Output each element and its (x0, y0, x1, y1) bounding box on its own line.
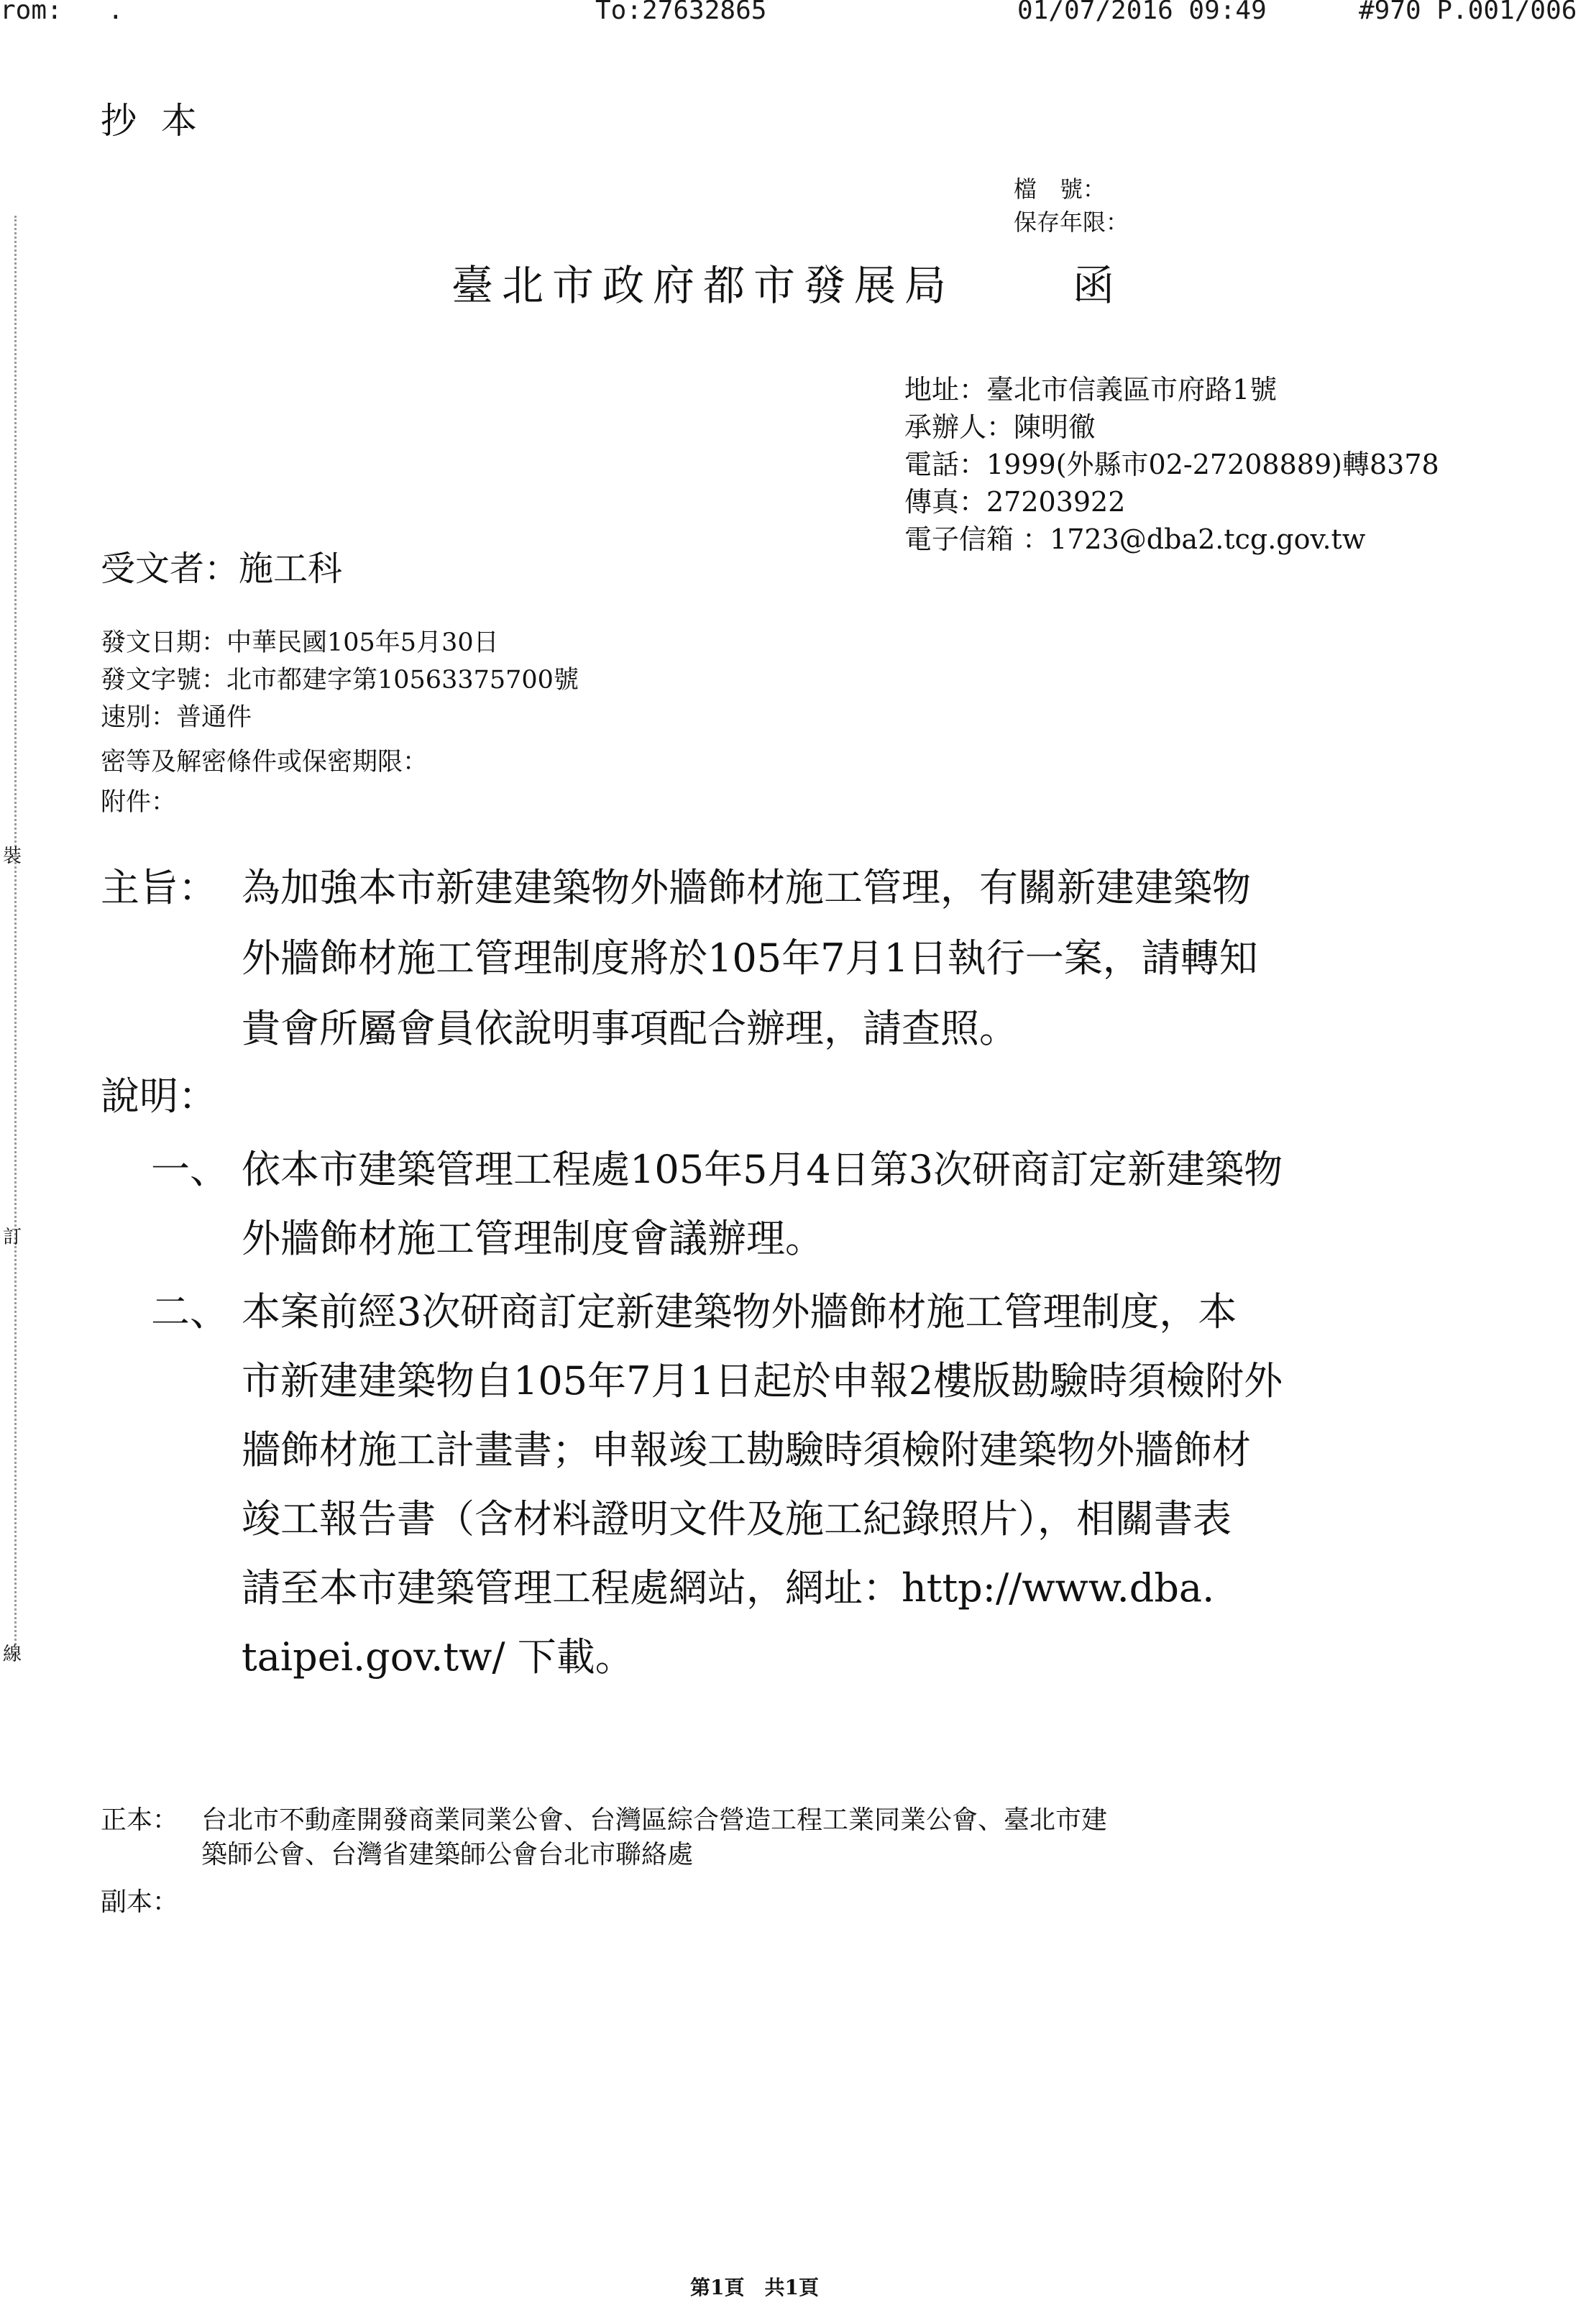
explanation-item-1-number: 一、 (151, 1147, 229, 1192)
explanation-item-2-line-3: 牆飾材施工計畫書；申報竣工勘驗時須檢附建築物外牆飾材 (242, 1427, 1251, 1473)
file-number-label: 檔 號： (1014, 175, 1106, 203)
issue-date: 發文日期：中華民國105年5月30日 (101, 628, 499, 657)
explanation-item-2-line-5: 請至本市建築管理工程處網站，網址：http://www.dba. (242, 1565, 1215, 1611)
document-type: 函 (1073, 261, 1115, 310)
security-level: 密等及解密條件或保密期限： (101, 748, 428, 777)
fax-page-code: #970 P.001/006 (1359, 0, 1577, 25)
fax-from: rom: (0, 0, 63, 25)
explanation-item-1-line-1: 依本市建築管理工程處105年5月4日第3次研商訂定新建築物 (242, 1147, 1283, 1192)
binding-mark-zhuang: 裝 (3, 846, 22, 867)
contact-block (904, 371, 1439, 558)
fax-dot: . (108, 0, 124, 25)
agency-title: 臺北市政府都市發展局 (451, 261, 955, 310)
explanation-item-2-line-1: 本案前經3次研商訂定新建築物外牆飾材施工管理制度，本 (242, 1289, 1237, 1334)
subject-line-1: 為加強本市新建建築物外牆飾材施工管理，有關新建建築物 (242, 865, 1251, 910)
contact-fax: 傳真：27203922 (904, 486, 1126, 518)
explanation-item-2-line-6: taipei.gov.tw/ 下載。 (242, 1634, 634, 1680)
contact-email: 電子信箱 ：1723@dba2.tcg.gov.tw (904, 523, 1366, 555)
page-number: 第1頁 共1頁 (690, 2276, 819, 2299)
contact-phone: 電話：1999(外縣市02-27208889)轉8378 (904, 449, 1439, 480)
contact-handler: 承辦人：陳明徹 (904, 411, 1096, 443)
explanation-item-2-line-4: 竣工報告書（含材料證明文件及施工紀錄照片），相關書表 (242, 1496, 1232, 1542)
contact-address: 地址：臺北市信義區市府路1號 (904, 374, 1278, 406)
original-recipients-line-1: 台北市不動產開發商業同業公會、台灣區綜合營造工程工業同業公會、臺北市建 (201, 1805, 1108, 1835)
attachment-label: 附件： (101, 788, 177, 817)
subject-line-2: 外牆飾材施工管理制度將於105年7月1日執行一案，請轉知 (242, 935, 1258, 981)
retention-period-label: 保存年限： (1014, 209, 1129, 236)
copy-recipients-label: 副本： (101, 1887, 179, 1917)
binding-line (14, 216, 17, 1654)
copy-mark: 抄本 (101, 100, 221, 142)
original-recipients-label: 正本： (101, 1805, 179, 1835)
subject-line-3: 貴會所屬會員依說明事項配合辦理，請查照。 (242, 1006, 1018, 1051)
subject-label: 主旨： (101, 865, 217, 910)
original-recipients-line-2: 築師公會、台灣省建築師公會台北市聯絡處 (201, 1840, 694, 1869)
delivery-speed: 速別：普通件 (101, 703, 252, 732)
fax-datetime: 01/07/2016 09:49 (1017, 0, 1267, 25)
explanation-item-2-number: 二、 (151, 1289, 229, 1334)
binding-mark-ding: 訂 (3, 1227, 22, 1248)
recipient: 受文者：施工科 (101, 549, 343, 589)
explanation-item-1-line-2: 外牆飾材施工管理制度會議辦理。 (242, 1216, 824, 1261)
fax-to: To:27632865 (595, 0, 767, 25)
explanation-item-2-line-2: 市新建建築物自105年7月1日起於申報2樓版勘驗時須檢附外 (242, 1358, 1283, 1403)
issue-number: 發文字號：北市都建字第10563375700號 (101, 666, 579, 695)
explanation-label: 說明： (101, 1073, 217, 1119)
binding-mark-xian: 線 (3, 1644, 22, 1665)
